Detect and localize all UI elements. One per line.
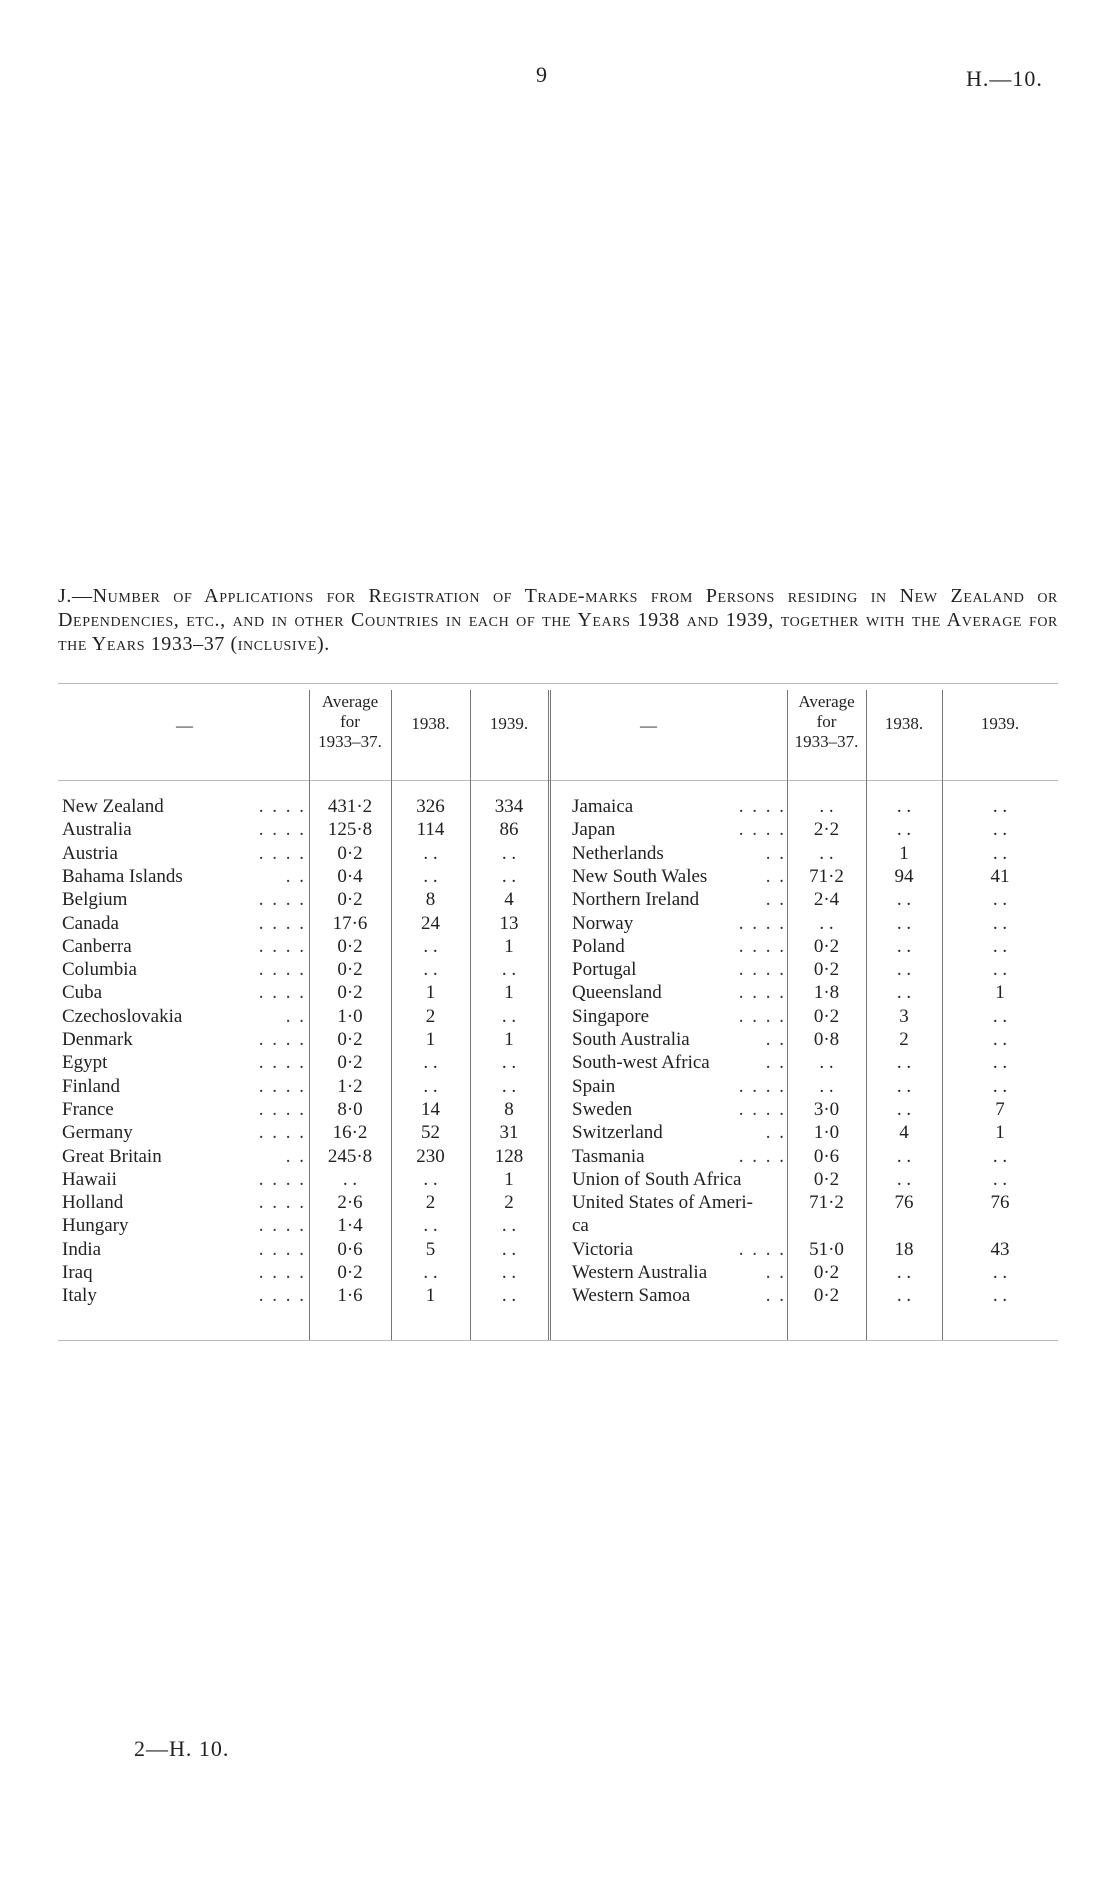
cell-1939: 8 xyxy=(504,1098,514,1120)
table-bottom-rule xyxy=(58,1340,1058,1341)
cell-1938: 5 xyxy=(425,1238,436,1260)
cell-1938: 14 xyxy=(421,1098,440,1120)
row-label: Tasmania xyxy=(572,1145,645,1167)
table-caption: J.—Number of Applications for Registration of Trade-marks from Persons residing in New Zealand or Dependencies, etc., and in other Countries in each of the Years 1938 and 1939, together with the Average for the Years 1933–37 (inclusive). xyxy=(58,585,1058,655)
row-leader-dots: . . xyxy=(765,1285,786,1307)
cell-1939: 2 xyxy=(504,1192,514,1214)
row-label: Bahama Islands xyxy=(62,865,183,887)
row-leader-dots: . . xyxy=(285,1005,306,1027)
table-row xyxy=(62,1284,548,1307)
cell-1938: . . xyxy=(423,1262,438,1283)
table-row xyxy=(62,958,548,981)
cell-1939: . . xyxy=(992,1075,1008,1097)
cell-1938: . . xyxy=(423,959,438,981)
cell-average: 0·8 xyxy=(813,1029,840,1050)
row-leader-dots: . . . . xyxy=(258,1215,306,1237)
row-leader-dots: . . . . xyxy=(258,1238,306,1260)
cell-average: 2·6 xyxy=(337,1192,363,1214)
row-label: New South Wales xyxy=(572,865,708,887)
row-label: Norway xyxy=(572,912,634,934)
cell-1939: 86 xyxy=(499,819,519,841)
header-line: Average xyxy=(798,692,855,711)
row-leader-dots: . . . . xyxy=(258,1122,306,1144)
cell-1938: . . xyxy=(896,1285,912,1307)
row-label: Egypt xyxy=(62,1052,108,1074)
header-bottom-rule xyxy=(58,780,1058,781)
cell-1939: . . xyxy=(501,1052,517,1074)
cell-1939: 31 xyxy=(499,1122,519,1144)
cell-average: 0·2 xyxy=(813,1168,840,1190)
row-leader-dots: . . . . xyxy=(738,912,786,934)
cell-1939: . . xyxy=(992,1285,1008,1307)
cell-average: 1·0 xyxy=(813,1122,840,1144)
cell-average: 1·2 xyxy=(337,1075,363,1097)
row-leader-dots: . . . . xyxy=(258,842,306,864)
row-leader-dots: . . xyxy=(765,889,786,911)
row-label: Italy xyxy=(62,1285,97,1307)
cell-average: . . xyxy=(819,912,834,934)
column-header-average xyxy=(787,692,866,752)
cell-average: 0·4 xyxy=(337,865,363,887)
row-leader-dots: . . . . xyxy=(738,935,786,957)
table-row xyxy=(62,1075,548,1098)
cell-1938: 2 xyxy=(899,1029,909,1050)
cell-1938: . . xyxy=(423,1215,438,1237)
cell-1939: 1 xyxy=(504,1168,514,1190)
row-label: Belgium xyxy=(62,889,128,911)
table-row xyxy=(572,1168,1058,1191)
cell-1938: 2 xyxy=(425,1005,436,1027)
cell-1939: . . xyxy=(501,1262,517,1283)
row-leader-dots: . . . . xyxy=(258,1262,306,1283)
cell-average: 0·2 xyxy=(337,935,363,957)
cell-average: 0·2 xyxy=(337,959,363,981)
cell-1939: . . xyxy=(992,959,1008,981)
cell-average: 71·2 xyxy=(809,1192,844,1214)
cell-average: 8·0 xyxy=(337,1098,363,1120)
table-row xyxy=(572,1238,1058,1261)
row-label: Cuba xyxy=(62,982,103,1004)
column-header-blank: — xyxy=(640,716,657,735)
row-label: Australia xyxy=(62,819,132,841)
row-leader-dots: . . . . xyxy=(738,1075,786,1097)
table-row xyxy=(572,1191,1058,1214)
cell-1939: . . xyxy=(992,1005,1008,1027)
column-header-average xyxy=(309,692,391,752)
table-row xyxy=(62,818,548,841)
row-leader-dots: . . xyxy=(285,865,306,887)
cell-1938: . . xyxy=(896,1168,912,1190)
cell-average: 17·6 xyxy=(332,912,368,934)
row-leader-dots: . . . . xyxy=(258,1098,306,1120)
cell-1938: 18 xyxy=(894,1238,914,1260)
footer-reference: 2—H. 10. xyxy=(134,1736,230,1761)
row-label: Western Samoa xyxy=(572,1285,691,1307)
cell-1939: 76 xyxy=(990,1192,1010,1214)
table-row xyxy=(572,1005,1058,1028)
cell-1939: . . xyxy=(992,796,1008,817)
cell-1939: . . xyxy=(992,1168,1008,1190)
cell-average: 3·0 xyxy=(813,1098,840,1120)
cell-1939: . . xyxy=(992,1145,1008,1167)
cell-average: 0·2 xyxy=(337,1029,363,1050)
table-row xyxy=(62,981,548,1004)
cell-1939: 1 xyxy=(995,982,1005,1004)
cell-average: 1·4 xyxy=(337,1215,363,1237)
row-label: Holland xyxy=(62,1192,124,1214)
header-line: Average xyxy=(321,692,379,711)
column-header-1939: 1939. xyxy=(980,714,1020,733)
row-leader-dots: . . . . xyxy=(738,796,786,817)
row-label: Germany xyxy=(62,1122,133,1144)
cell-1938: . . xyxy=(896,1052,912,1074)
row-label: New Zealand xyxy=(62,796,164,817)
cell-average: 71·2 xyxy=(809,865,844,887)
cell-average: 16·2 xyxy=(332,1122,368,1144)
cell-1938: . . xyxy=(896,935,912,957)
row-label: Columbia xyxy=(62,959,137,981)
cell-1939: . . xyxy=(501,1005,517,1027)
table-row xyxy=(62,795,548,818)
row-label: Finland xyxy=(62,1075,121,1097)
row-label: Jamaica xyxy=(572,796,634,817)
column-header-blank: — xyxy=(176,716,193,735)
cell-1938: 326 xyxy=(416,796,445,817)
table-row xyxy=(572,842,1058,865)
table-row xyxy=(62,1028,548,1051)
cell-1939: 1 xyxy=(995,1122,1005,1144)
table-row xyxy=(572,1098,1058,1121)
row-leader-dots: . . xyxy=(765,1262,786,1283)
row-label: Czechoslovakia xyxy=(62,1005,183,1027)
row-leader-dots: . . . . xyxy=(258,959,306,981)
cell-1939: 1 xyxy=(504,1029,514,1050)
row-label: Sweden xyxy=(572,1098,633,1120)
cell-average: 0·2 xyxy=(337,1262,363,1283)
cell-average: 0·2 xyxy=(337,889,363,911)
cell-1939: 334 xyxy=(494,796,524,817)
cell-average: 125·8 xyxy=(327,819,373,841)
cell-average: 0·6 xyxy=(337,1238,363,1260)
header-line: for xyxy=(816,712,837,731)
row-leader-dots: . . . . xyxy=(738,1145,786,1167)
column-header-1938: 1938. xyxy=(411,714,450,733)
row-leader-dots: . . . . xyxy=(738,959,786,981)
row-leader-dots: . . . . xyxy=(738,819,786,841)
row-leader-dots: . . . . xyxy=(258,1029,306,1050)
table-row xyxy=(62,1121,548,1144)
row-label: India xyxy=(62,1238,102,1260)
cell-1938: 94 xyxy=(894,865,914,887)
table-row xyxy=(62,1191,548,1214)
cell-1939: . . xyxy=(501,865,517,887)
cell-average: 0·2 xyxy=(813,935,840,957)
header-line: for xyxy=(340,712,360,731)
row-leader-dots: . . . . xyxy=(258,1052,306,1074)
cell-1938: 1 xyxy=(425,1285,436,1307)
cell-1939: 128 xyxy=(494,1145,524,1167)
cell-1939: . . xyxy=(992,1052,1008,1074)
row-leader-dots: . . xyxy=(285,1145,306,1167)
cell-1938: . . xyxy=(896,819,912,841)
cell-1938: . . xyxy=(423,1075,438,1097)
header-line: 1933–37. xyxy=(318,732,382,751)
table-row xyxy=(62,935,548,958)
cell-average: 51·0 xyxy=(809,1238,844,1260)
row-leader-dots: . . xyxy=(765,1052,786,1074)
table-row xyxy=(62,1214,548,1237)
row-leader-dots: . . . . xyxy=(258,912,306,934)
cell-1938: . . xyxy=(896,1098,912,1120)
table-top-rule xyxy=(58,683,1058,684)
table-row xyxy=(62,1005,548,1028)
row-label: Western Australia xyxy=(572,1262,708,1283)
table-row xyxy=(572,1051,1058,1074)
cell-1939: . . xyxy=(992,912,1008,934)
table-row xyxy=(572,1028,1058,1051)
row-label: Queensland xyxy=(572,982,662,1004)
row-leader-dots: . . . . xyxy=(258,935,306,957)
row-leader-dots: . . . . xyxy=(738,982,786,1004)
cell-average: 1·8 xyxy=(813,982,840,1004)
cell-1938: 2 xyxy=(425,1192,436,1214)
row-leader-dots: . . . . xyxy=(258,1192,306,1214)
cell-1938: . . xyxy=(423,935,438,957)
row-leader-dots: . . . . xyxy=(258,819,306,841)
cell-1938: 3 xyxy=(899,1005,909,1027)
cell-average: . . xyxy=(819,796,834,817)
row-label: Switzerland xyxy=(572,1122,663,1144)
row-leader-dots: . . . . xyxy=(738,1098,786,1120)
table-row xyxy=(572,1214,1058,1237)
cell-1939: 43 xyxy=(990,1238,1010,1260)
table-row xyxy=(62,865,548,888)
row-leader-dots: . . . . xyxy=(258,889,306,911)
cell-1939: 1 xyxy=(504,982,514,1004)
table-row xyxy=(62,912,548,935)
cell-1939: 7 xyxy=(995,1098,1005,1120)
row-label: Poland xyxy=(572,935,625,957)
cell-1939: 1 xyxy=(504,935,514,957)
cell-1939: . . xyxy=(992,1029,1008,1050)
cell-average: 0·2 xyxy=(813,959,840,981)
row-label: Northern Ireland xyxy=(572,889,700,911)
row-leader-dots: . . . . xyxy=(738,1238,786,1260)
cell-average: . . xyxy=(342,1168,358,1190)
page-number: 9 xyxy=(536,62,547,87)
cell-1939: . . xyxy=(992,819,1008,841)
cell-average: 0·2 xyxy=(813,1005,840,1027)
cell-1938: 52 xyxy=(421,1122,440,1144)
row-leader-dots: . . . . xyxy=(258,1075,306,1097)
table-row xyxy=(572,935,1058,958)
cell-1939: . . xyxy=(501,1215,517,1237)
row-leader-dots: . . . . xyxy=(258,796,306,817)
cell-1938: . . xyxy=(896,959,912,981)
row-label: Spain xyxy=(572,1075,616,1097)
cell-1938: . . xyxy=(423,1052,438,1074)
cell-average: . . xyxy=(819,842,834,864)
row-label: ca xyxy=(572,1215,589,1237)
table-row xyxy=(572,1284,1058,1307)
table-row xyxy=(572,1075,1058,1098)
row-leader-dots: . . xyxy=(765,1122,786,1144)
table-row xyxy=(572,795,1058,818)
table-row xyxy=(62,1051,548,1074)
row-label: Canada xyxy=(62,912,119,934)
table-row xyxy=(572,1121,1058,1144)
cell-1938: 24 xyxy=(421,912,440,934)
cell-1938: . . xyxy=(896,1262,912,1283)
cell-1939: 4 xyxy=(504,889,514,911)
cell-average: 0·6 xyxy=(813,1145,840,1167)
row-leader-dots: . . xyxy=(765,842,786,864)
row-label: South-west Africa xyxy=(572,1052,710,1074)
cell-average: 245·8 xyxy=(327,1145,373,1167)
row-label: Victoria xyxy=(572,1238,634,1260)
table-row xyxy=(62,1145,548,1168)
header-line: 1933–37. xyxy=(794,732,859,751)
cell-1939: . . xyxy=(501,959,517,981)
cell-1938: . . xyxy=(423,865,438,887)
row-label: Denmark xyxy=(62,1029,133,1050)
row-leader-dots: . . . . xyxy=(258,982,306,1004)
cell-1939: . . xyxy=(501,1238,517,1260)
row-label: Iraq xyxy=(62,1262,93,1283)
cell-1938: . . xyxy=(896,1145,912,1167)
table-row xyxy=(572,912,1058,935)
cell-1939: . . xyxy=(992,842,1008,864)
row-label: Hungary xyxy=(62,1215,129,1237)
cell-1938: 114 xyxy=(416,819,445,841)
cell-1938: . . xyxy=(896,889,912,911)
table-row xyxy=(572,888,1058,911)
table-row xyxy=(572,1145,1058,1168)
cell-1939: . . xyxy=(501,842,517,864)
document-reference: H.—10. xyxy=(966,66,1043,91)
cell-average: 0·2 xyxy=(337,842,363,864)
row-leader-dots: . . xyxy=(765,865,786,887)
cell-average: 1·6 xyxy=(337,1285,363,1307)
row-label: Great Britain xyxy=(62,1145,162,1167)
cell-average: 2·4 xyxy=(813,889,840,911)
table-row xyxy=(62,1098,548,1121)
column-header-1939: 1939. xyxy=(489,714,529,733)
row-leader-dots: . . . . xyxy=(738,1005,786,1027)
cell-1938: 4 xyxy=(899,1122,909,1144)
table-row xyxy=(572,865,1058,888)
table-row xyxy=(572,981,1058,1004)
cell-average: 0·2 xyxy=(813,1285,840,1307)
table-row xyxy=(62,1168,548,1191)
cell-1939: . . xyxy=(992,889,1008,911)
column-header-1938: 1938. xyxy=(884,714,924,733)
row-label: Union of South Africa xyxy=(572,1168,742,1190)
cell-average: 431·2 xyxy=(327,796,373,817)
cell-average: 0·2 xyxy=(813,1262,840,1283)
table-row xyxy=(62,842,548,865)
table-row xyxy=(572,818,1058,841)
row-label: France xyxy=(62,1098,114,1120)
cell-1939: . . xyxy=(501,1075,517,1097)
cell-average: 2·2 xyxy=(813,819,840,841)
row-label: Singapore xyxy=(572,1005,650,1027)
cell-1939: 13 xyxy=(499,912,519,934)
row-label: Netherlands xyxy=(572,842,664,864)
table-row xyxy=(62,1261,548,1284)
cell-1938: . . xyxy=(896,912,912,934)
row-label: Canberra xyxy=(62,935,132,957)
cell-1938: 8 xyxy=(425,889,436,911)
row-label: Japan xyxy=(572,819,616,841)
table-center-divider xyxy=(548,690,551,1340)
cell-1938: 1 xyxy=(425,982,436,1004)
row-leader-dots: . . . . xyxy=(258,1285,306,1307)
cell-1939: . . xyxy=(992,1262,1008,1283)
row-label: Hawaii xyxy=(62,1168,117,1190)
cell-1938: . . xyxy=(423,842,438,864)
cell-average: . . xyxy=(819,1052,834,1074)
cell-1939: . . xyxy=(501,1285,517,1307)
cell-average: 0·2 xyxy=(337,982,363,1004)
cell-1938: . . xyxy=(423,1168,438,1190)
cell-1938: . . xyxy=(896,1075,912,1097)
cell-1938: 1 xyxy=(425,1029,436,1050)
cell-1938: 76 xyxy=(894,1192,914,1214)
cell-average: 0·2 xyxy=(337,1052,363,1074)
row-leader-dots: . . . . xyxy=(258,1168,306,1190)
cell-1939: . . xyxy=(992,935,1008,957)
cell-average: 1·0 xyxy=(337,1005,363,1027)
row-leader-dots: . . xyxy=(765,1029,786,1050)
row-label: South Australia xyxy=(572,1029,690,1050)
row-label: United States of Ameri- xyxy=(572,1192,753,1214)
row-label: Austria xyxy=(62,842,118,864)
table-row xyxy=(62,888,548,911)
table-row xyxy=(572,958,1058,981)
table-row xyxy=(572,1261,1058,1284)
table-row xyxy=(62,1238,548,1261)
cell-1938: . . xyxy=(896,796,912,817)
cell-1939: 41 xyxy=(990,865,1010,887)
cell-1938: 1 xyxy=(899,842,909,864)
cell-1938: . . xyxy=(896,982,912,1004)
cell-1938: 230 xyxy=(416,1145,445,1167)
row-label: Portugal xyxy=(572,959,637,981)
cell-average: . . xyxy=(819,1075,834,1097)
